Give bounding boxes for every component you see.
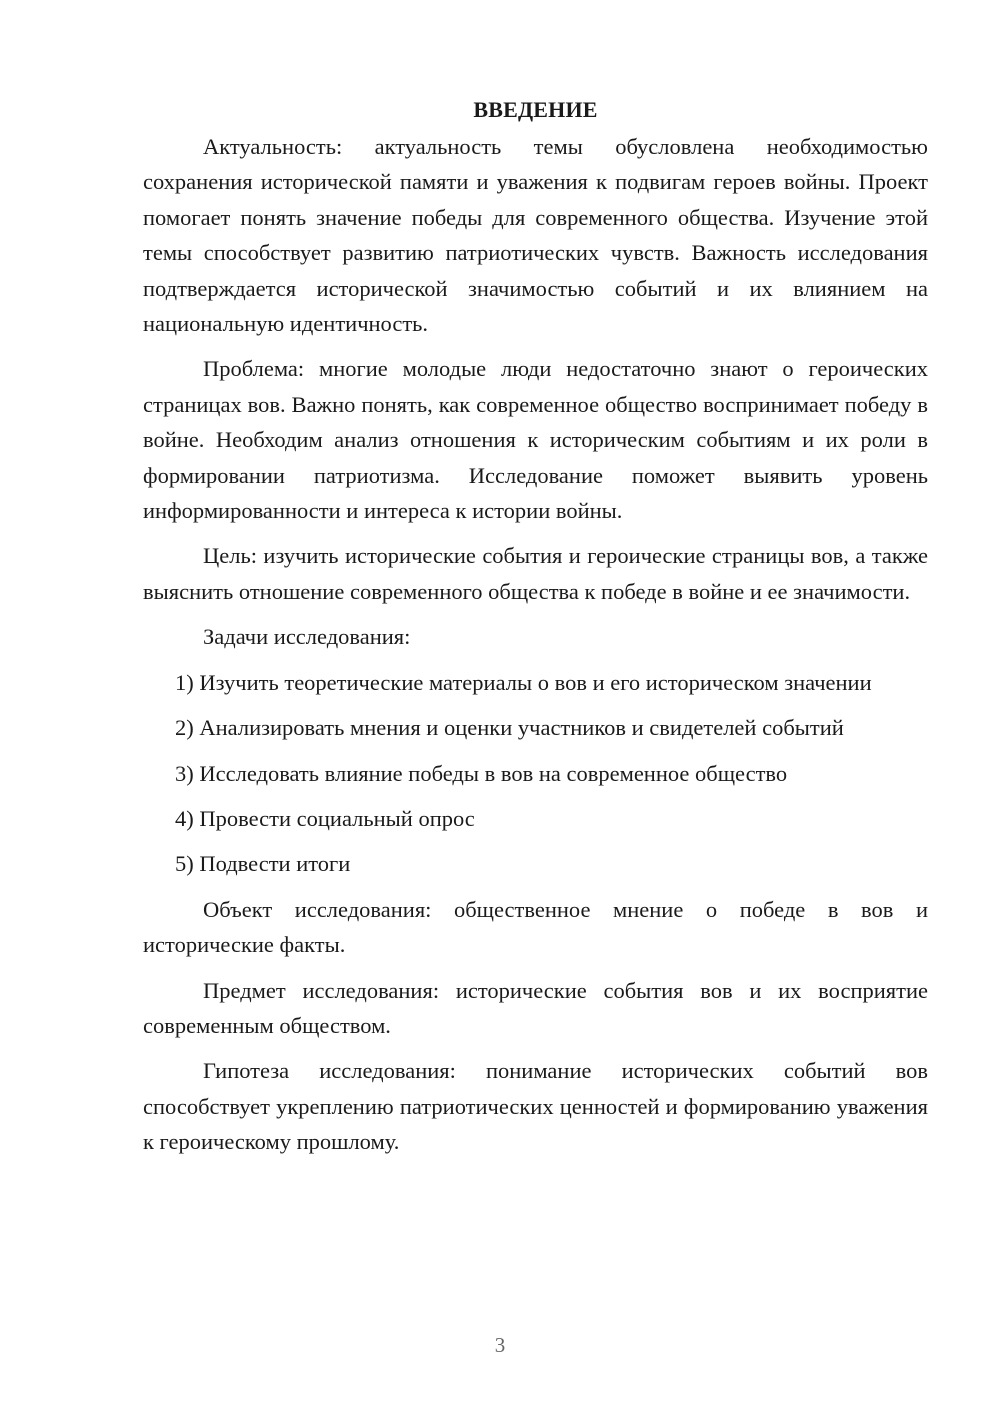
object-paragraph: Объект исследования: общественное мнение о победе в вов и исторические факты. bbox=[143, 896, 928, 958]
problem-paragraph: Проблема: многие молодые люди недостаточно знают о героических страницах вов. Важно понять, как современное общество воспринимает победу в войне. Необходим анализ отношения к историческим событиям и их роли в формировании патриотизма. Исследование поможет выявить уровень информированности и интереса к истории войны. bbox=[143, 356, 928, 524]
document-page bbox=[143, 92, 928, 1170]
hypothesis-paragraph: Гипотеза исследования: понимание исторических событий вов способствует укреплению патриотических ценностей и формированию уважения к героическому прошлому. bbox=[143, 1058, 928, 1155]
task-item: 5) Подвести итоги bbox=[175, 851, 351, 877]
task-item: 4) Провести социальный опрос bbox=[175, 805, 475, 831]
tasks-list bbox=[143, 665, 928, 882]
task-item: 3) Исследовать влияние победы в вов на современное общество bbox=[175, 760, 788, 786]
task-item: 2) Анализировать мнения и оценки участников и свидетелей событий bbox=[175, 715, 844, 741]
subject-paragraph: Предмет исследования: исторические события вов и их восприятие современным обществом. bbox=[143, 977, 928, 1038]
page-number: 3 bbox=[494, 1333, 506, 1357]
tasks-title: Задачи исследования: bbox=[203, 624, 411, 650]
relevance-paragraph: Актуальность: актуальность темы обусловлена необходимостью сохранения исторической памяти и уважения к подвигам героев войны. Проект помогает понять значение победы для современного общества. Изучение этой темы способствует развитию патриотических чувств. Важность исследования подтверждается исторической значимостью событий и их влиянием на национальную идентичность. bbox=[143, 134, 928, 337]
task-item: 1) Изучить теоретические материалы о вов и его историческом значении bbox=[175, 669, 872, 695]
goal-paragraph: Цель: изучить исторические события и героические страницы вов, а также выяснить отношение современного общества к победе в войне и ее значимости. bbox=[143, 543, 928, 604]
section-heading: ВВЕДЕНИЕ bbox=[473, 97, 598, 122]
